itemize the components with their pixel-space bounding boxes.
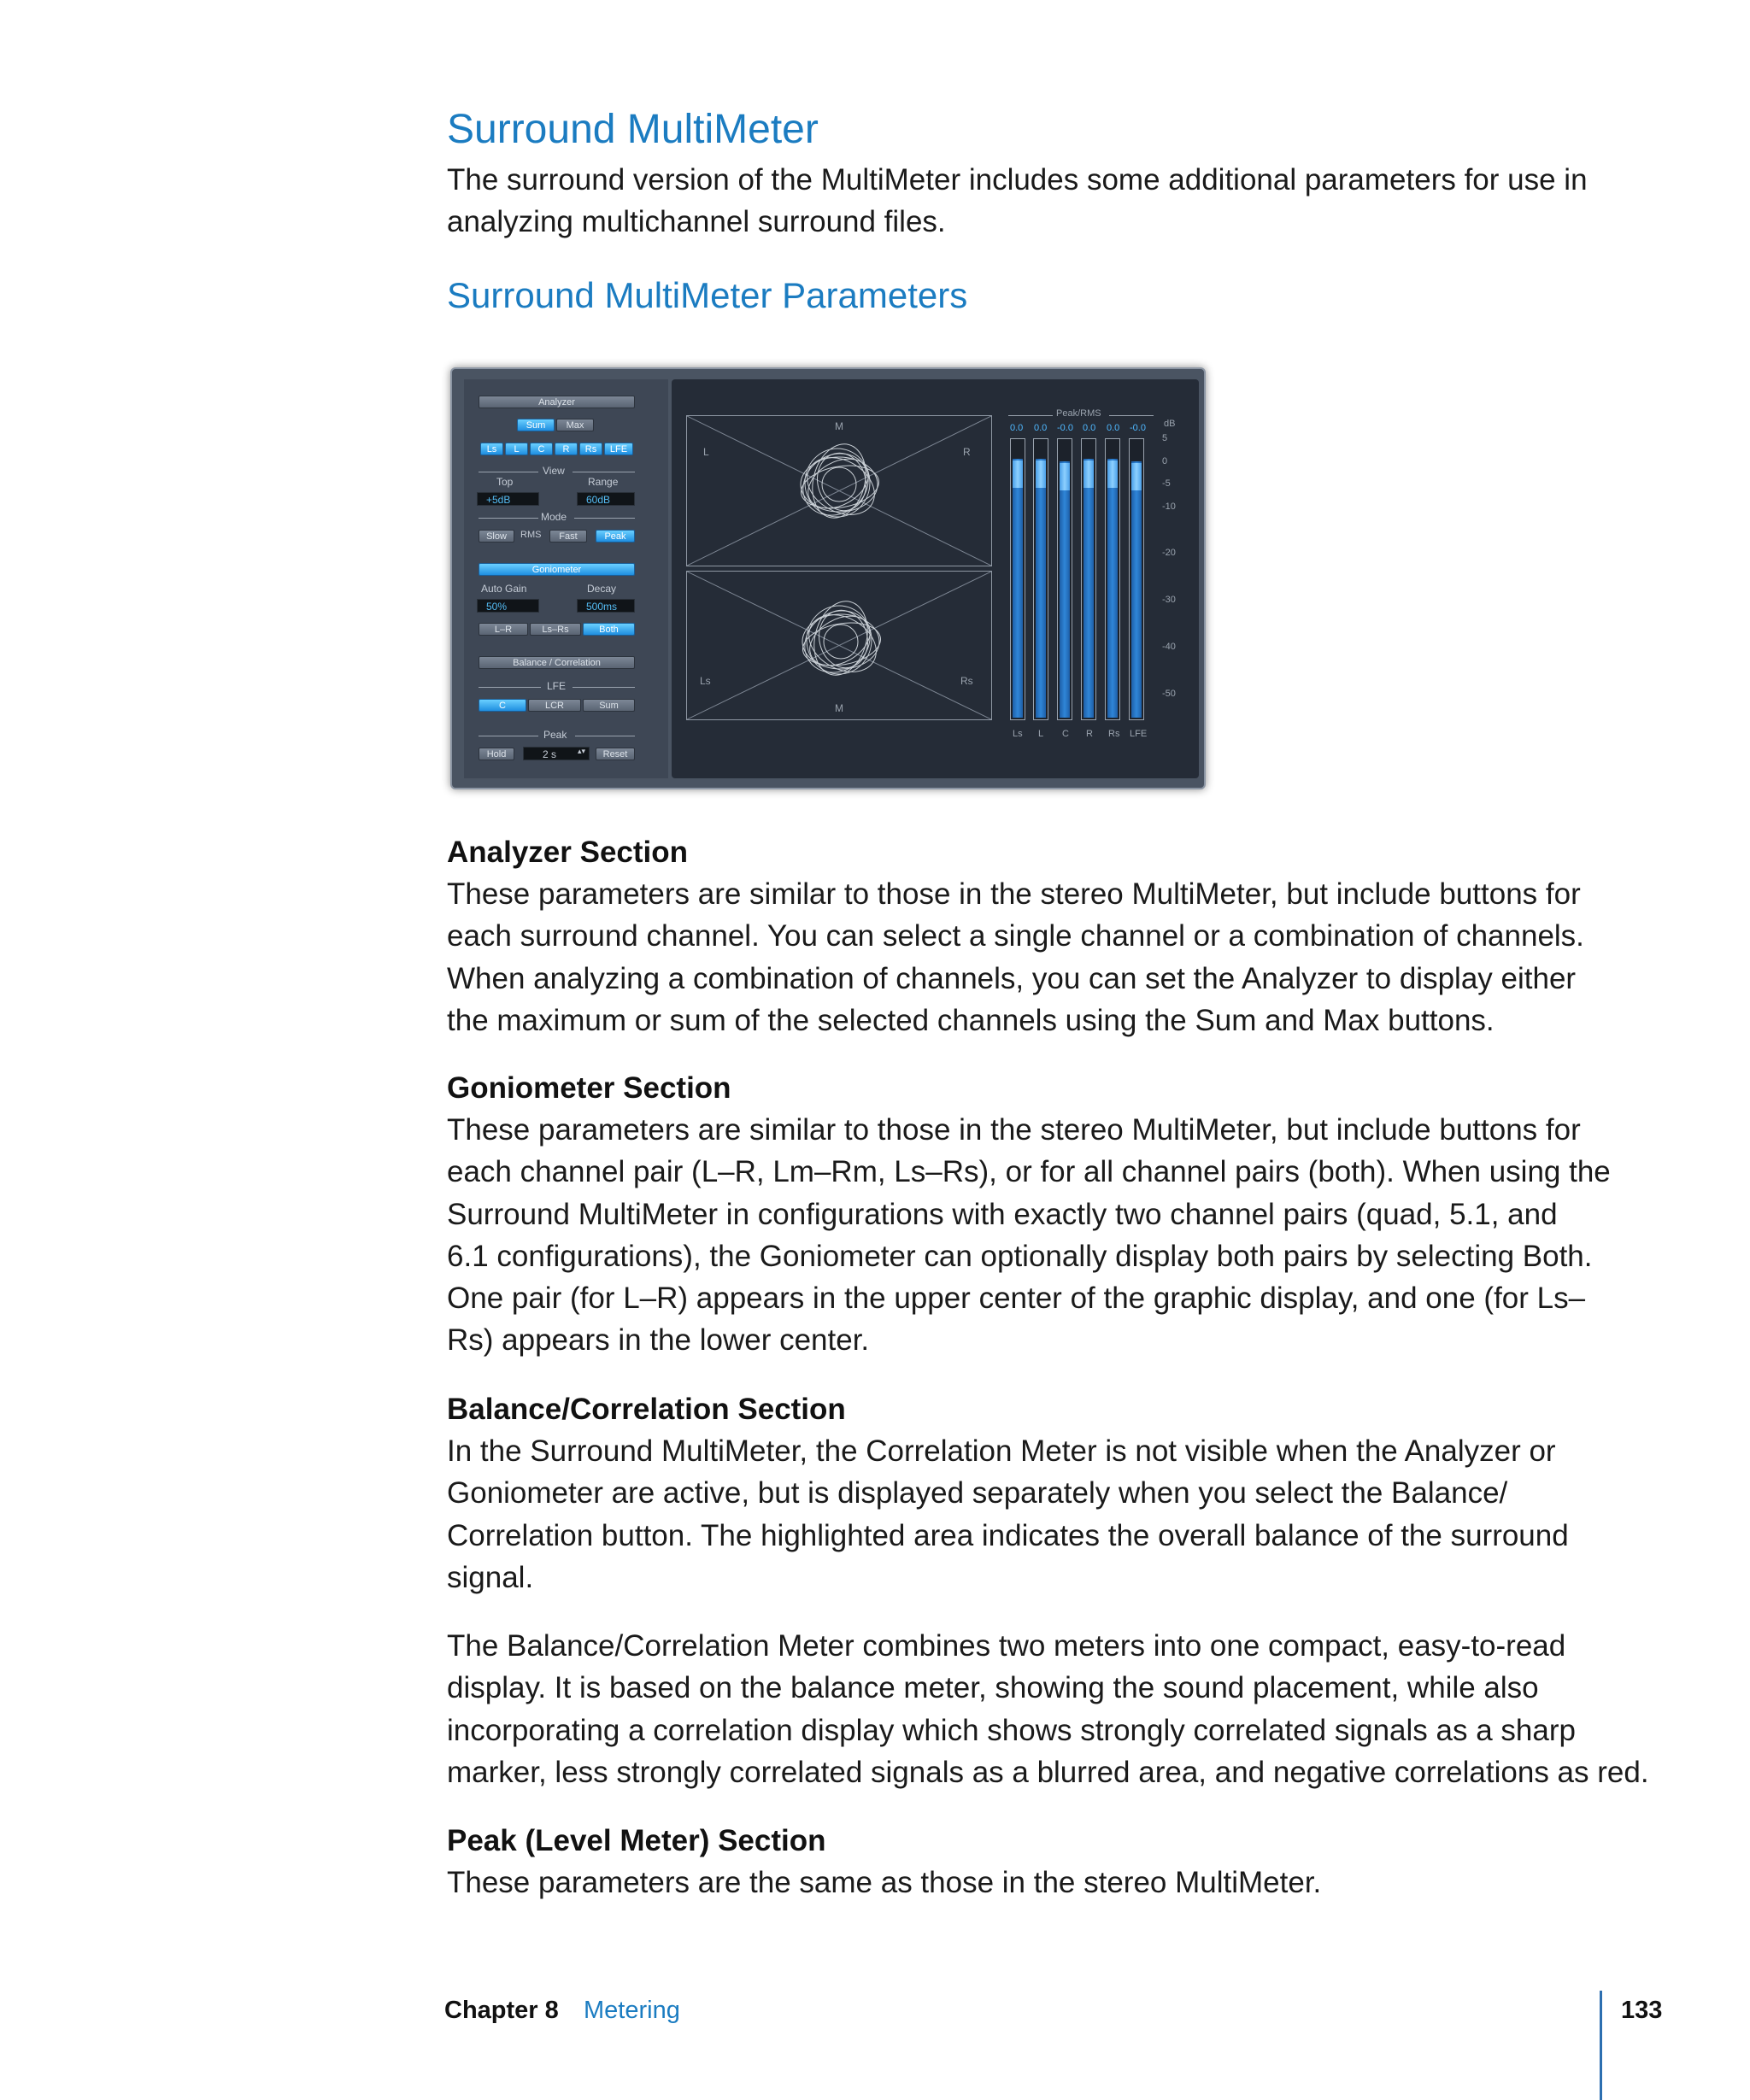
peak-label: Peak — [543, 729, 567, 741]
lfe-lcr-button[interactable]: LCR — [528, 699, 581, 712]
range-label: Range — [588, 476, 619, 488]
db-label: dB — [1164, 419, 1176, 429]
meter-fill — [1083, 459, 1094, 718]
scale-label: -30 — [1162, 595, 1176, 605]
scale-label: 5 — [1162, 433, 1168, 443]
channel-button-c[interactable]: C — [530, 443, 553, 455]
rms-label: RMS — [520, 530, 542, 540]
meter-peak — [1013, 460, 1023, 488]
meter-value-rs: 0.0 — [1107, 423, 1120, 433]
peak-mode-button[interactable]: Peak — [596, 530, 635, 543]
footer-divider — [1600, 1991, 1602, 2100]
meter-fill — [1013, 459, 1023, 718]
meter-peak — [1060, 463, 1070, 490]
goniometer-upper-r: R — [963, 446, 971, 458]
lfe-label: LFE — [547, 680, 567, 692]
channel-button-rs[interactable]: Rs — [579, 443, 602, 455]
goniometer-lower-display — [686, 571, 992, 720]
channel-button-lfe[interactable]: LFE — [604, 443, 633, 455]
hold-button[interactable]: Hold — [479, 748, 514, 760]
meter-value-r: 0.0 — [1083, 423, 1096, 433]
page-title: Surround MultiMeter — [447, 107, 819, 152]
goniometer-lower-ls: Ls — [700, 675, 711, 687]
meter-fill — [1131, 461, 1142, 718]
control-panel — [464, 379, 668, 778]
decay-label: Decay — [587, 583, 617, 595]
channel-button-l[interactable]: L — [505, 443, 528, 455]
goniometer-section-text: These parameters are similar to those in the stereo MultiMeter, but include buttons for each channel pair (L–R, Lm–Rm, Ls–Rs), or for all channel pairs (both). When using the Surround MultiMeter in configurations with exactly two channel pairs (quad, 5.1, and 6.1 configurations), the Goniometer can optionally display both pairs by selecting Both. One pair (for L–R) appears in the upper center of the graphic display, and one (for Ls– Rs) appears in the lower center. — [447, 1113, 1611, 1358]
goniometer-upper-graphic — [687, 416, 991, 566]
level-meter-rs — [1105, 438, 1120, 720]
range-field[interactable]: 60dB — [577, 492, 635, 506]
level-meter-c — [1057, 438, 1072, 720]
lr-button[interactable]: L–R — [479, 623, 528, 636]
analyzer-section-text: These parameters are similar to those in the stereo MultiMeter, but include buttons for each surround channel. You can select a single channel or a combination of channels. When analyzing a combination of channels, you can set the Analyzer to display either the maximum or sum of the selected channels using the Sum and Max buttons. — [447, 877, 1584, 1037]
meter-value-ls: 0.0 — [1010, 423, 1024, 433]
mode-divider-left — [479, 518, 538, 519]
mode-label: Mode — [541, 511, 567, 523]
balance-section-text: In the Surround MultiMeter, the Correlation Meter is not visible when the Analyzer or Goniometer are active, but is displayed separately when you select the Balance/ Correlation button. The highlighted area indicates the overall balance of the surround signal. — [447, 1434, 1569, 1594]
meter-fill — [1107, 459, 1118, 718]
meter-fill — [1060, 461, 1070, 718]
goniometer-lower-rs: Rs — [960, 675, 973, 687]
meter-value-c: -0.0 — [1057, 423, 1073, 433]
level-meter-l — [1033, 438, 1048, 720]
auto-gain-field[interactable]: 50% — [477, 599, 539, 613]
top-label: Top — [496, 476, 514, 488]
footer-chapter-name[interactable]: Metering — [584, 1997, 680, 2024]
goniometer-upper-l: L — [703, 446, 709, 458]
meter-channel-label: L — [1038, 729, 1044, 739]
balance-section-text-2: The Balance/Correlation Meter combines two meters into one compact, easy-to-read display. It is based on the balance meter, showing the sound placement, while also incorporating a correlation display which shows strongly correlated signals as a sharp marker, less strongly correlated signals as a blurred area, and negative correlations as red. — [447, 1629, 1649, 1789]
goniometer-button[interactable]: Goniometer — [479, 563, 635, 576]
goniometer-lower-graphic — [687, 572, 991, 719]
max-button[interactable]: Max — [556, 419, 594, 431]
meter-channel-label: C — [1062, 729, 1069, 739]
both-button[interactable]: Both — [583, 623, 635, 636]
scale-label: -10 — [1162, 502, 1176, 512]
channel-button-r[interactable]: R — [555, 443, 578, 455]
lfe-divider-left — [479, 687, 541, 688]
reset-button[interactable]: Reset — [596, 748, 635, 760]
stepper-icon[interactable]: ▴▾ — [578, 747, 586, 755]
section-title: Surround MultiMeter Parameters — [447, 275, 968, 315]
peak-rms-divider-left — [1008, 415, 1053, 416]
peak-rms-divider-right — [1109, 415, 1154, 416]
meter-fill — [1036, 459, 1046, 718]
lfe-divider-right — [573, 687, 635, 688]
level-meter-lfe — [1129, 438, 1144, 720]
lfe-c-button[interactable]: C — [479, 699, 526, 712]
meter-channel-label: R — [1086, 729, 1093, 739]
peak-rms-label: Peak/RMS — [1056, 408, 1101, 419]
mode-divider-right — [574, 518, 635, 519]
level-meter-ls — [1010, 438, 1025, 720]
scale-label: 0 — [1162, 456, 1168, 466]
meter-peak — [1131, 463, 1142, 490]
meter-value-lfe: -0.0 — [1130, 423, 1146, 433]
fast-button[interactable]: Fast — [549, 530, 587, 543]
analyzer-section-heading: Analyzer Section — [447, 836, 689, 869]
scale-label: -20 — [1162, 548, 1176, 558]
balance-correlation-button[interactable]: Balance / Correlation — [479, 656, 635, 669]
sum-button[interactable]: Sum — [517, 419, 555, 431]
meter-value-l: 0.0 — [1034, 423, 1048, 433]
goniometer-upper-m: M — [835, 420, 843, 432]
lsrs-button[interactable]: Ls–Rs — [530, 623, 581, 636]
footer-chapter: Chapter 8 — [444, 1997, 559, 2024]
peak-section-text: These parameters are the same as those in the stereo MultiMeter. — [447, 1866, 1322, 1899]
scale-label: -50 — [1162, 689, 1176, 699]
top-field[interactable]: +5dB — [477, 492, 539, 506]
page-number: 133 — [1621, 1997, 1663, 2024]
meter-channel-label: Ls — [1013, 729, 1023, 739]
peak-section-heading: Peak (Level Meter) Section — [447, 1824, 826, 1857]
goniometer-section-heading: Goniometer Section — [447, 1071, 731, 1105]
decay-field[interactable]: 500ms — [577, 599, 635, 613]
goniometer-lower-m: M — [835, 702, 843, 714]
goniometer-upper-display — [686, 415, 992, 566]
meter-peak — [1083, 460, 1094, 488]
scale-label: -5 — [1162, 478, 1171, 489]
scale-label: -40 — [1162, 642, 1176, 652]
lfe-sum-button[interactable]: Sum — [583, 699, 635, 712]
analyzer-button[interactable]: Analyzer — [479, 396, 635, 408]
view-label: View — [543, 465, 565, 477]
meter-channel-label: LFE — [1130, 729, 1148, 739]
level-meter-r — [1081, 438, 1096, 720]
meter-channel-label: Rs — [1108, 729, 1120, 739]
channel-button-ls[interactable]: Ls — [480, 443, 503, 455]
meter-peak — [1107, 460, 1118, 488]
auto-gain-label: Auto Gain — [481, 583, 527, 595]
hold-time-field[interactable]: 2 s — [523, 747, 590, 760]
slow-button[interactable]: Slow — [479, 530, 514, 543]
intro-paragraph: The surround version of the MultiMeter includes some additional parameters for use in analyzing multichannel surround files. — [447, 163, 1588, 239]
meter-peak — [1036, 460, 1046, 488]
balance-section-heading: Balance/Correlation Section — [447, 1393, 846, 1426]
